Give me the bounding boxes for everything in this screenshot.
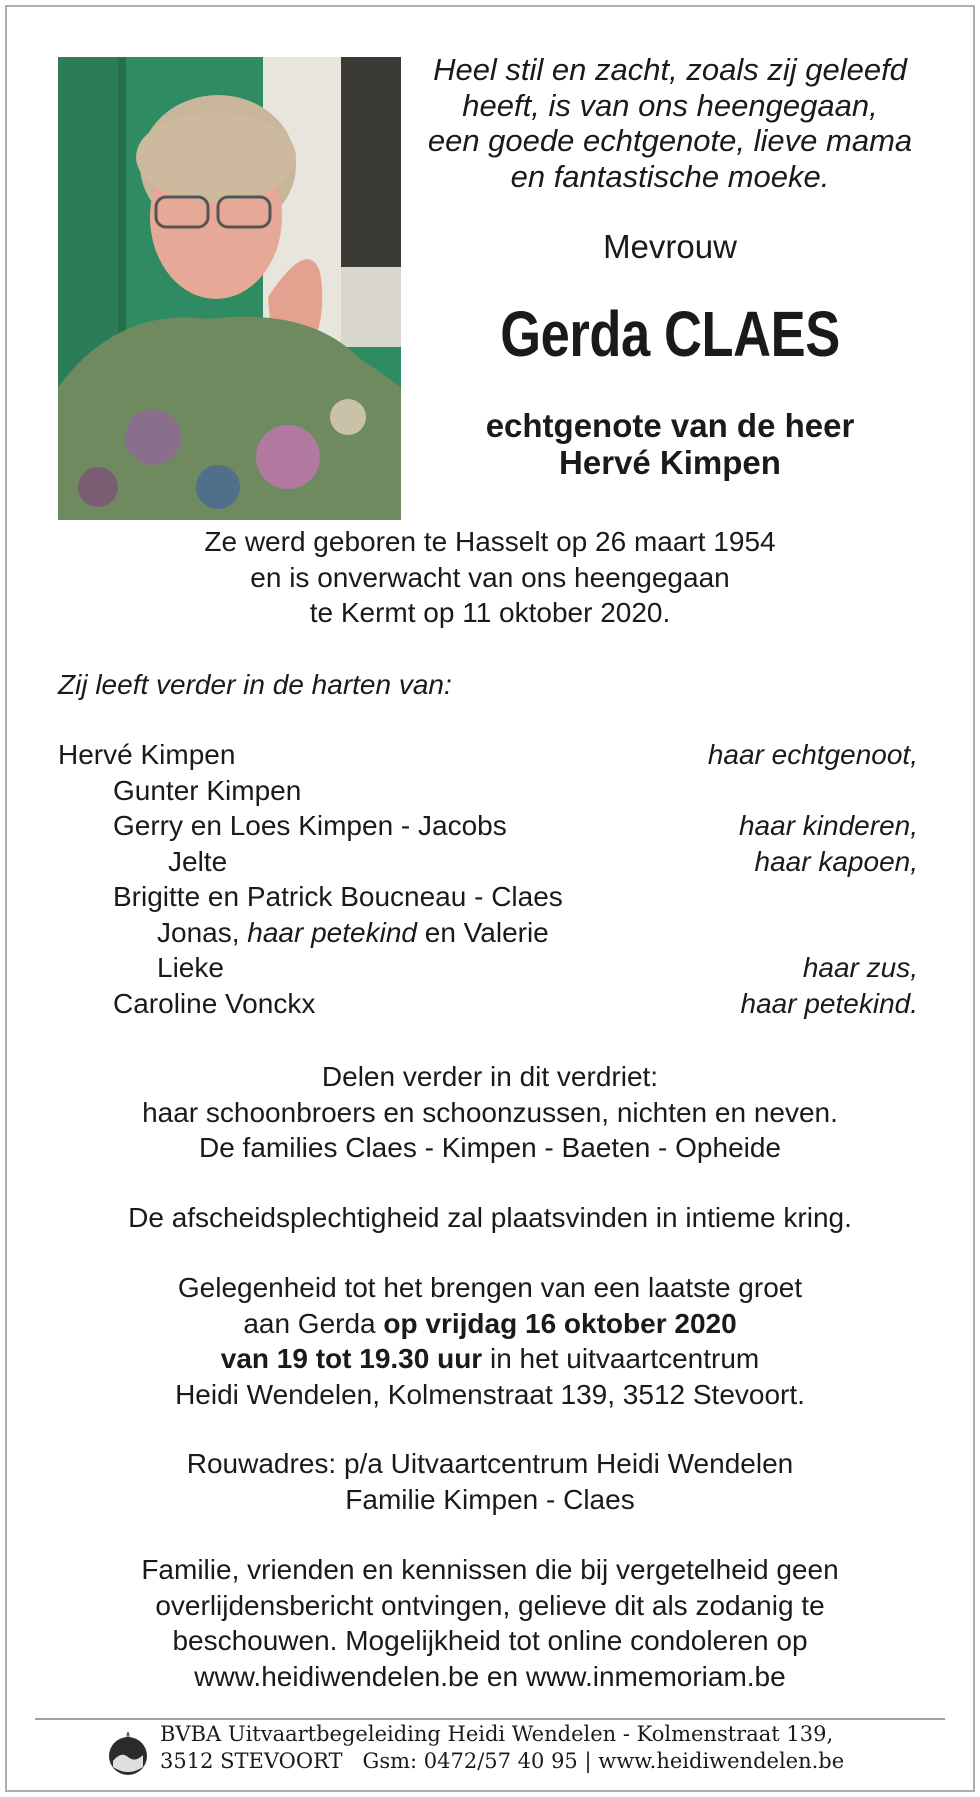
family-name: Gerry en Loes Kimpen - Jacobs: [113, 810, 507, 841]
poem: [415, 52, 925, 194]
family-relation: haar kinderen,: [738, 810, 918, 841]
notice-line: beschouwen. Mogelijkheid tot online condoleren op: [172, 1625, 808, 1656]
family-row: [58, 810, 918, 846]
family-name: Brigitte en Patrick Boucneau - Claes: [113, 881, 563, 912]
notice-line: www.heidiwendelen.be en www.inmemoriam.be: [194, 1660, 786, 1692]
visit-time: van 19 tot 19.30 uur: [220, 1343, 483, 1374]
portrait-photo: [58, 57, 401, 520]
visit-date: op vrijdag 16 oktober 2020: [383, 1307, 737, 1339]
family-list: [58, 739, 918, 1023]
family-intro: Zij leeft verder in de harten van:: [58, 669, 452, 700]
family-row: [58, 881, 918, 917]
birth-line: en is onverwacht van ons heengegaan: [250, 561, 730, 593]
family-relation: haar kapoen,: [754, 845, 918, 877]
share-line: haar schoonbroers en schoonzussen, nichten en neven.: [142, 1096, 838, 1128]
deceased-name: Gerda CLAES: [500, 298, 840, 370]
poem-line: Heel stil en zacht, zoals zij geleefd: [433, 52, 907, 87]
family-name: Gunter Kimpen: [113, 774, 302, 806]
address-block: [40, 1446, 940, 1517]
address-line: Rouwadres: p/a Uitvaartcentrum Heidi Wendelen: [186, 1448, 794, 1479]
spouse-line: echtgenote van de heer: [485, 407, 855, 444]
family-relation: haar echtgenoot,: [707, 739, 918, 770]
poem-line: een goede echtgenote, lieve mama: [427, 123, 913, 158]
poem-line: heeft, is van ons heengegaan,: [462, 87, 878, 123]
visit-line: [40, 1341, 940, 1377]
family-name: Jelte: [168, 845, 228, 877]
family-name: Caroline Vonckx: [113, 987, 316, 1019]
footer-divider: [35, 1718, 945, 1720]
family-relation: haar zus,: [802, 952, 918, 983]
family-name-part: en Valerie: [416, 916, 549, 948]
share-line: De families Claes - Kimpen - Baeten - Opheide: [198, 1132, 782, 1163]
visitation-block: [40, 1270, 940, 1412]
family-row: [58, 988, 918, 1024]
birth-block: [40, 524, 940, 631]
funeral-home-footer: [160, 1721, 844, 1775]
family-name: Hervé Kimpen: [58, 739, 236, 770]
birth-line: te Kermt op 11 oktober 2020.: [309, 597, 671, 628]
family-row: [58, 917, 918, 953]
visit-text: aan Gerda: [243, 1307, 384, 1339]
family-row: [58, 846, 918, 882]
family-row: [58, 952, 918, 988]
family-name: Lieke: [157, 952, 224, 983]
notice-line: Familie, vrienden en kennissen die bij vergetelheid geen: [141, 1554, 839, 1585]
poem-line: en fantastische moeke.: [510, 158, 830, 194]
share-block: [40, 1059, 940, 1166]
family-name-part: Jonas,: [157, 916, 248, 948]
family-row: [58, 775, 918, 811]
notice-block: [40, 1552, 940, 1694]
ceremony-text: De afscheidsplechtigheid zal plaatsvinden in intieme kring.: [128, 1202, 852, 1233]
family-relation: haar petekind.: [740, 987, 918, 1019]
footer-line: 3512 STEVOORT Gsm: 0472/57 40 95 | www.heidiwendelen.be: [160, 1749, 845, 1773]
visit-line: Gelegenheid tot het brengen van een laatste groet: [177, 1272, 803, 1303]
visit-text: in het uitvaartcentrum: [482, 1343, 760, 1374]
address-line: Familie Kimpen - Claes: [345, 1483, 635, 1515]
share-line: Delen verder in dit verdriet:: [321, 1061, 659, 1092]
family-row: [58, 739, 918, 775]
birth-line: Ze werd geboren te Hasselt op 26 maart 1954: [204, 526, 776, 557]
visit-line: [40, 1306, 940, 1342]
footer-line: BVBA Uitvaartbegeleiding Heidi Wendelen - Kolmenstraat 139,: [160, 1722, 834, 1746]
spouse-name: Hervé Kimpen: [559, 444, 781, 481]
visit-line: Heidi Wendelen, Kolmenstraat 139, 3512 Stevoort.: [175, 1378, 805, 1410]
family-name-italic: haar petekind: [247, 916, 417, 948]
family-name: [157, 917, 549, 949]
notice-line: overlijdensbericht ontvingen, gelieve dit als zodanig te: [155, 1589, 825, 1621]
funeral-home-logo-icon: [105, 1727, 151, 1777]
spouse-block: [415, 407, 925, 481]
title-prefix: Mevrouw: [603, 228, 737, 265]
